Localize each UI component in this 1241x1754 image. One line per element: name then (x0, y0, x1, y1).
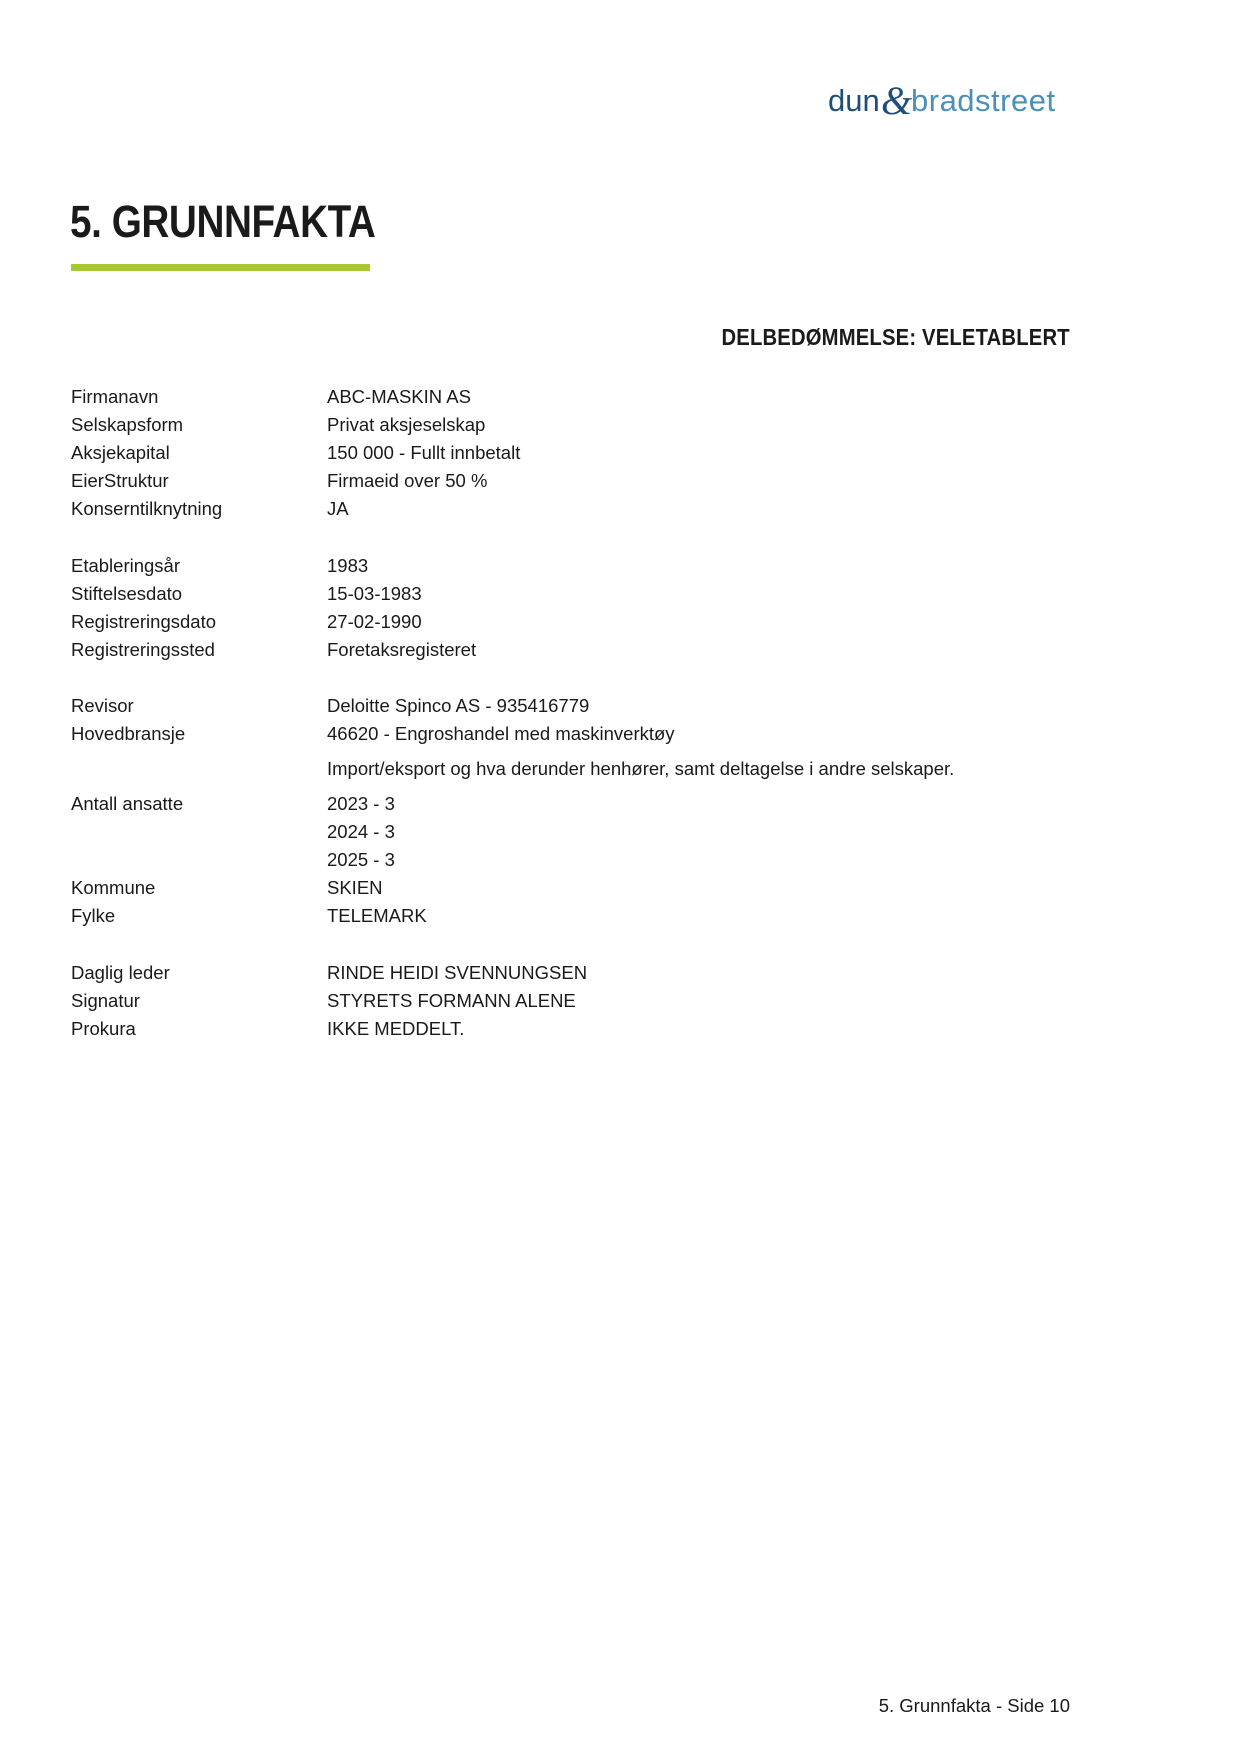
fact-value: 150 000 - Fullt innbetalt (327, 442, 521, 463)
fact-label: Aksjekapital (71, 442, 170, 463)
logo-ampersand: & (881, 78, 913, 123)
fact-value: 15-03-1983 (327, 583, 422, 604)
fact-label: Stiftelsesdato (71, 583, 183, 604)
fact-label: Registreringsdato (71, 611, 216, 632)
fact-label: Registreringssted (71, 639, 215, 660)
fact-row-registreringsdato (71, 608, 1071, 636)
fact-label: Etableringsår (71, 555, 181, 576)
fact-row-konserntilknytning (71, 495, 1071, 523)
fact-value: 2025 - 3 (327, 849, 395, 870)
fact-value: 27-02-1990 (327, 611, 422, 632)
fact-row-antall-ansatte-2 (71, 818, 1071, 846)
fact-value: Deloitte Spinco AS - 935416779 (327, 695, 590, 716)
fact-row-eierstruktur (71, 467, 1071, 495)
fact-value: SKIEN (327, 877, 383, 898)
fact-value: ABC-MASKIN AS (327, 386, 471, 407)
fact-row-firmanavn (71, 383, 1071, 411)
fact-row-aksjekapital (71, 439, 1071, 467)
fact-value: Foretaksregisteret (327, 639, 477, 660)
fact-label: Daglig leder (71, 962, 170, 983)
fact-row-registreringssted (71, 636, 1071, 664)
fact-row-antall-ansatte (71, 790, 1071, 818)
fact-label: Revisor (71, 695, 134, 716)
fact-label: Selskapsform (71, 414, 184, 435)
fact-label: Firmanavn (71, 386, 159, 407)
fact-row-prokura (71, 1015, 1071, 1043)
fact-row-fylke (71, 902, 1071, 930)
fact-row-antall-ansatte-3 (71, 846, 1071, 874)
logo-text-bradstreet: bradstreet (911, 83, 1056, 118)
fact-row-kommune (71, 874, 1071, 902)
fact-label: Konserntilknytning (71, 498, 223, 519)
fact-label: Kommune (71, 877, 156, 898)
fact-value: 2024 - 3 (327, 821, 395, 842)
fact-row-daglig-leder (71, 959, 1071, 987)
fact-row-signatur (71, 987, 1071, 1015)
fact-value: JA (327, 498, 349, 519)
page-title: 5. GRUNNFAKTA (70, 196, 376, 247)
fact-label: EierStruktur (71, 470, 169, 491)
fact-row-hovedbransje (71, 720, 1071, 748)
fact-label: Fylke (71, 905, 116, 926)
fact-label: Antall ansatte (71, 793, 184, 814)
fact-row-revisor (71, 692, 1071, 720)
fact-value: TELEMARK (327, 905, 427, 926)
logo-text-dun: dun (828, 83, 880, 118)
fact-value: 46620 - Engroshandel med maskinverktøy (327, 723, 675, 744)
fact-row-etableringsar (71, 552, 1071, 580)
fact-value: Privat aksjeselskap (327, 414, 486, 435)
fact-row-stiftelsesdato (71, 580, 1071, 608)
fact-label: Prokura (71, 1018, 136, 1039)
dun-and-bradstreet-logo (828, 78, 1068, 124)
fact-value: 1983 (327, 555, 369, 576)
fact-row-selskapsform (71, 411, 1071, 439)
fact-value: STYRETS FORMANN ALENE (327, 990, 576, 1011)
fact-row-formal (71, 755, 1071, 783)
fact-value: Firmaeid over 50 % (327, 470, 488, 491)
fact-value: Import/eksport og hva derunder henhører, samt deltagelse i andre selskaper. (327, 758, 955, 779)
fact-value: IKKE MEDDELT. (327, 1018, 465, 1039)
fact-label: Hovedbransje (71, 723, 186, 744)
fact-value: 2023 - 3 (327, 793, 395, 814)
fact-value: RINDE HEIDI SVENNUNGSEN (327, 962, 588, 983)
rating-heading: DELBEDØMMELSE: VELETABLERT (721, 324, 1070, 350)
title-underline (71, 264, 370, 271)
fact-label: Signatur (71, 990, 140, 1011)
page-footer: 5. Grunnfakta - Side 10 (878, 1695, 1070, 1716)
